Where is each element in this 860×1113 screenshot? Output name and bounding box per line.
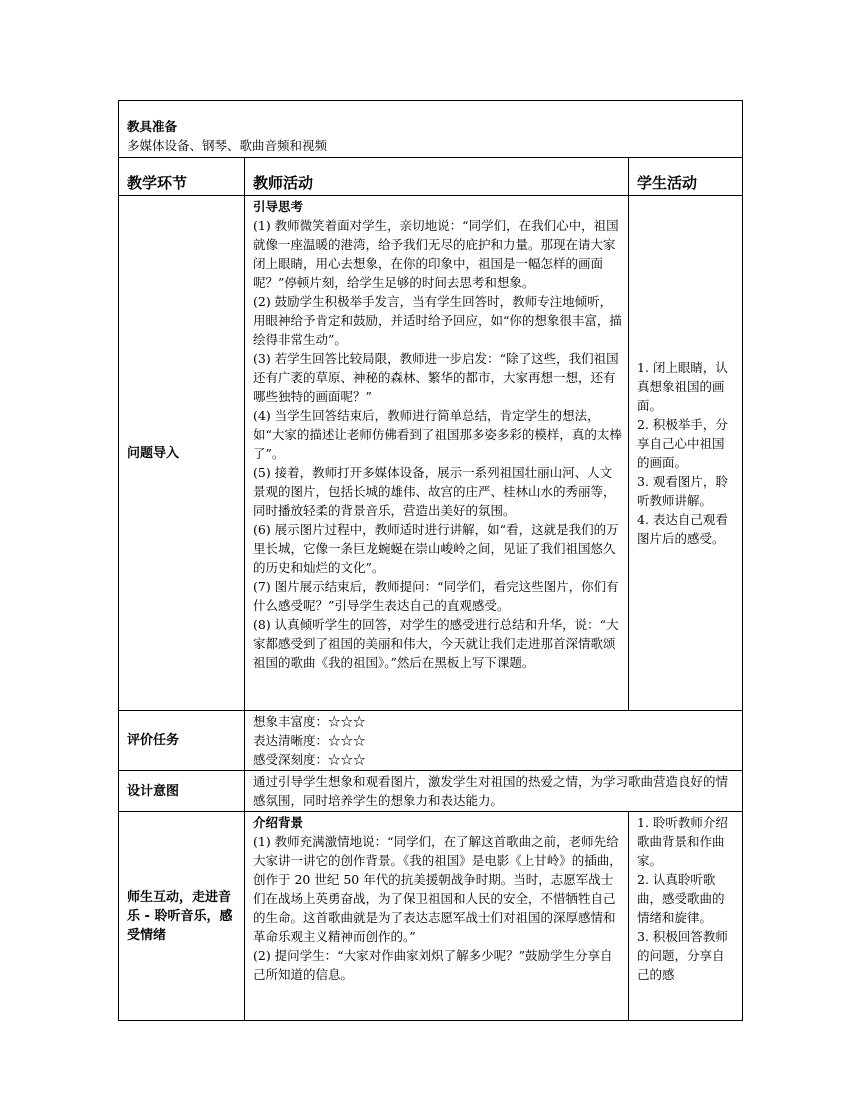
stage-intro: 问题导入 [119, 196, 245, 711]
evaluation-item-3: 感受深刻度：☆☆☆ [253, 752, 366, 767]
teacher-intro-para-4: (4) 当学生回答结束后，教师进行简单总结，肯定学生的想法，如“大家的描述让老师仿佛看到了祖国那多姿多彩的模样，真的太棒了”。 [253, 408, 622, 461]
teacher-intro-para-8: (8) 认真倾听学生的回答，对学生的感受进行总结和升华，说：“大家都感受到了祖国的美丽和伟大，今天就让我们走进那首深情歌颂祖国的歌曲《我的祖国》。”然后在黑板上写下课题。 [253, 617, 619, 670]
design-content: 通过引导学生想象和观看图片，激发学生对祖国的热爱之情，为学习歌曲营造良好的情感氛围，同时培养学生的想象力和表达能力。 [245, 771, 743, 812]
teacher-intro-title: 引导思考 [253, 199, 304, 214]
teacher-activity-intro [245, 196, 629, 711]
section-intro-row [119, 196, 743, 711]
prep-content: 多媒体设备、钢琴、歌曲音频和视频 [127, 138, 328, 153]
prep-title: 教具准备 [127, 119, 178, 134]
teacher-intro-para-2: (2) 鼓励学生积极举手发言，当有学生回答时，教师专注地倾听，用眼神给予肯定和鼓励，并适时给予回应，如“你的想象很丰富，描绘得非常生动”。 [253, 294, 622, 347]
student-intro-item-4: 4. 表达自己观看图片后的感受。 [637, 512, 728, 546]
student-interaction-item-2: 2. 认真聆听歌曲，感受歌曲的情绪和旋律。 [637, 872, 725, 925]
prep-row [119, 101, 743, 158]
student-intro-item-3: 3. 观看图片，聆听教师讲解。 [637, 474, 728, 508]
header-stage: 教学环节 [119, 158, 245, 196]
evaluation-item-2: 表达清晰度：☆☆☆ [253, 733, 366, 748]
student-intro-item-1: 1. 闭上眼睛，认真想象祖国的画面。 [637, 360, 728, 413]
lesson-plan-table [118, 100, 743, 1021]
student-interaction-item-1: 1. 聆听教师介绍歌曲背景和作曲家。 [637, 815, 728, 868]
stage-interaction: 师生互动，走进音乐 - 聆听音乐，感受情绪 [119, 812, 245, 1021]
teacher-interaction-title: 介绍背景 [253, 815, 304, 830]
header-teacher: 教师活动 [245, 158, 629, 196]
stage-evaluation: 评价任务 [119, 711, 245, 771]
evaluation-item-1: 想象丰富度：☆☆☆ [253, 714, 366, 729]
design-row [119, 771, 743, 812]
student-activity-interaction [629, 812, 743, 1021]
stage-design: 设计意图 [119, 771, 245, 812]
table-header-row [119, 158, 743, 196]
student-activity-intro [629, 196, 743, 711]
teacher-activity-interaction [245, 812, 629, 1021]
student-interaction-item-3: 3. 积极回答教师的问题，分享自己的感 [637, 929, 728, 982]
evaluation-row [119, 711, 743, 771]
teacher-intro-para-7: (7) 图片展示结束后，教师提问：“同学们，看完这些图片，你们有什么感受呢？”引导学生表达自己的直观感受。 [253, 579, 619, 613]
teacher-intro-para-5: (5) 接着，教师打开多媒体设备，展示一系列祖国壮丽山河、人文景观的图片，包括长城的雄伟、故宫的庄严、桂林山水的秀丽等，同时播放轻柔的背景音乐，营造出美好的氛围。 [253, 465, 616, 518]
teacher-intro-para-6: (6) 展示图片过程中，教师适时进行讲解，如“看，这就是我们的万里长城，它像一条巨龙蜿蜒在崇山峻岭之间，见证了我们祖国悠久的历史和灿烂的文化”。 [253, 522, 619, 575]
teacher-intro-para-1: (1) 教师微笑着面对学生，亲切地说：“同学们，在我们心中，祖国就像一座温暖的港湾，给予我们无尽的庇护和力量。那现在请大家闭上眼睛，用心去想象，在你的印象中，祖国是一幅怎样的画面呢？”停顿片刻，给学生足够的时间去思考和想象。 [253, 218, 619, 290]
teacher-interaction-para-1: (1) 教师充满激情地说：“同学们，在了解这首歌曲之前，老师先给大家讲一讲它的创作背景。《我的祖国》是电影《上甘岭》的插曲，创作于 20 世纪 50 年代的抗美援朝战争时期。当时，志愿军战士们在战场上英勇奋战，为了保卫祖国和人民的安全，不惜牺牲自己的生命。这首歌曲就是为了表达志愿军战士们对祖国的深厚感情和革命乐观主义精神而创作的。” [253, 834, 622, 944]
section-interaction-row [119, 812, 743, 1021]
teacher-intro-para-3: (3) 若学生回答比较局限，教师进一步启发：“除了这些，我们祖国还有广袤的草原、神秘的森林、繁华的都市，大家再想一想，还有哪些独特的画面呢？” [253, 351, 619, 404]
teacher-interaction-para-2: (2) 提问学生：“大家对作曲家刘炽了解多少呢？”鼓励学生分享自己所知道的信息。 [253, 948, 613, 982]
header-student: 学生活动 [629, 158, 743, 196]
evaluation-content [245, 711, 743, 771]
student-intro-item-2: 2. 积极举手，分享自己心中祖国的画面。 [637, 417, 728, 470]
lesson-plan-page [118, 100, 742, 1021]
